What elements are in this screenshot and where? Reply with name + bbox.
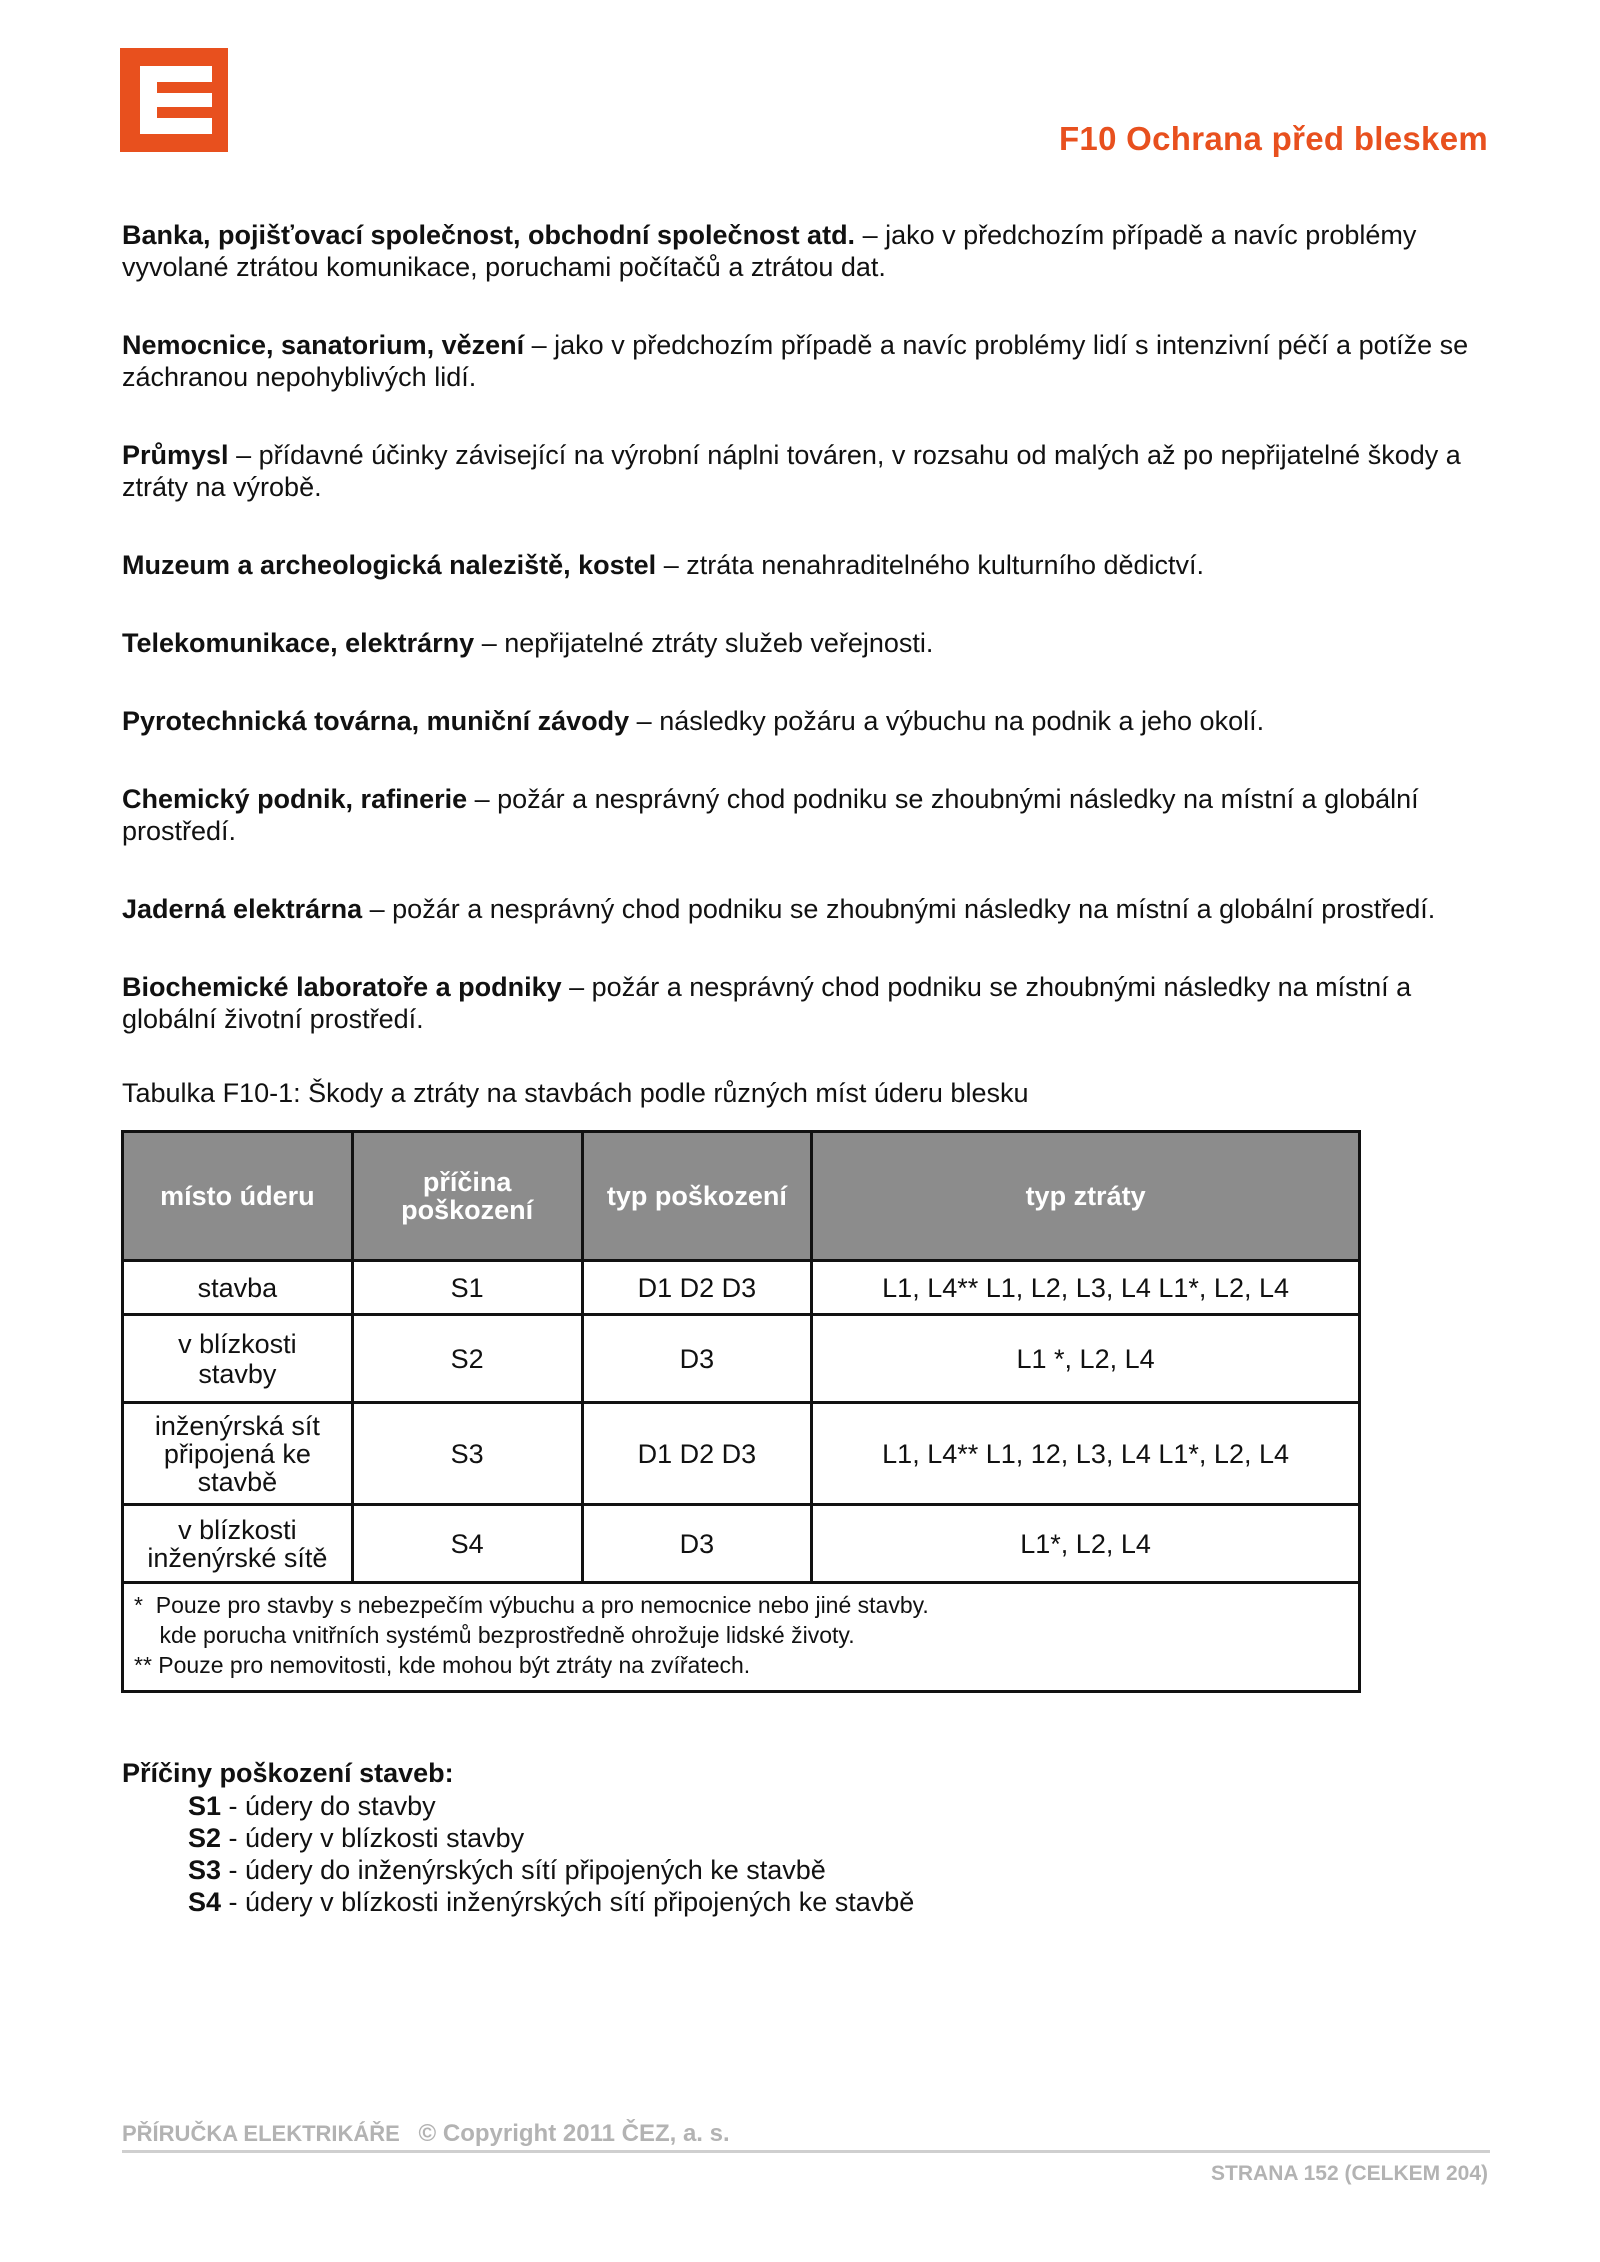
page-number: STRANA 152 (CELKEM 204) xyxy=(1211,2162,1488,2185)
paragraph-nuclear: Jaderná elektrárna – požár a nesprávný chod podniku se zhoubnými následky na místní a globální prostředí. xyxy=(122,894,1436,924)
table-row xyxy=(123,1261,1360,1315)
paragraph-bank: Banka, pojišťovací společnost, obchodní společnost atd. – jako v předchozím případě a navíc problémy vyvolané ztrátou komunikace, poruchami počítačů a ztrátou dat. xyxy=(122,220,1417,282)
cell-cause: S4 xyxy=(352,1505,582,1583)
table-header-row xyxy=(123,1132,1360,1261)
cell-cause: S1 xyxy=(352,1261,582,1315)
list-item: S2 - údery v blízkosti stavby xyxy=(188,1823,525,1853)
paragraph-biochemical: Biochemické laboratoře a podniky – požár a nesprávný chod podniku se zhoubnými následky na místní a globální životní prostředí. xyxy=(122,972,1412,1034)
table-notes-row xyxy=(123,1583,1360,1692)
list-item: S4 - údery v blízkosti inženýrských sítí připojených ke stavbě xyxy=(188,1887,915,1917)
damage-causes xyxy=(122,1757,914,1918)
paragraph-industry: Průmysl – přídavné účinky závisející na výrobní náplni továren, v rozsahu od malých až po nepřijatelné škody a ztráty na výrobě. xyxy=(122,440,1461,502)
copyright-notice: © Copyright 2011 ČEZ, a. s. xyxy=(418,2120,730,2147)
table-notes xyxy=(123,1583,1360,1692)
causes-list xyxy=(122,1790,914,1918)
paragraph-chemical: Chemický podnik, rafinerie – požár a nesprávný chod podniku se zhoubnými následky na místní a globální prostředí. xyxy=(122,784,1419,846)
cell-damage: D1 D2 D3 xyxy=(582,1261,812,1315)
cell-loss: L1, L4** L1, 12, L3, L4 L1*, L2, L4 xyxy=(812,1403,1360,1505)
cell-cause: S3 xyxy=(352,1403,582,1505)
cell-loss: L1, L4** L1, L2, L3, L4 L1*, L2, L4 xyxy=(812,1261,1360,1315)
table-row xyxy=(123,1403,1360,1505)
note-line: kde porucha vnitřních systémů bezprostředně ohrožuje lidské životy. xyxy=(134,1622,855,1648)
cell-loss: L1 *, L2, L4 xyxy=(812,1315,1360,1403)
document-body xyxy=(122,219,1482,1081)
cell-damage: D1 D2 D3 xyxy=(582,1403,812,1505)
paragraph-telecom: Telekomunikace, elektrárny – nepřijatelné ztráty služeb veřejnosti. xyxy=(122,628,934,658)
cell-location: stavba xyxy=(123,1261,353,1315)
table-row xyxy=(123,1315,1360,1403)
footer-publication xyxy=(122,2120,730,2148)
table-row xyxy=(123,1505,1360,1583)
cell-cause: S2 xyxy=(352,1315,582,1403)
page-title: F10 Ochrana před bleskem xyxy=(1058,120,1488,157)
list-item: S1 - údery do stavby xyxy=(188,1791,436,1821)
header-damage-type: typ poškození xyxy=(582,1132,812,1261)
footer-divider xyxy=(122,2150,1490,2153)
publication-name: PŘÍRUČKA ELEKTRIKÁŘE xyxy=(122,2121,400,2146)
damage-table xyxy=(121,1130,1361,1693)
cell-location: v blízkosti stavby xyxy=(123,1315,353,1403)
list-item: S3 - údery do inženýrských sítí připojených ke stavbě xyxy=(188,1855,826,1885)
cell-loss: L1*, L2, L4 xyxy=(812,1505,1360,1583)
table-caption: Tabulka F10-1: Škody a ztráty na stavbách podle různých míst úderu blesku xyxy=(122,1078,1029,1108)
note-line: ** Pouze pro nemovitosti, kde mohou být ztráty na zvířatech. xyxy=(134,1652,751,1678)
paragraph-pyrotechnic: Pyrotechnická továrna, muniční závody – následky požáru a výbuchu na podnik a jeho okolí. xyxy=(122,706,1265,736)
header-damage-cause: příčina poškození xyxy=(352,1132,582,1261)
causes-title: Příčiny poškození staveb: xyxy=(122,1758,454,1788)
note-line: * Pouze pro stavby s nebezpečím výbuchu a pro nemocnice nebo jiné stavby. xyxy=(134,1592,929,1618)
cell-location: inženýrská sít připojená ke stavbě xyxy=(123,1403,353,1505)
cell-damage: D3 xyxy=(582,1315,812,1403)
paragraph-hospital: Nemocnice, sanatorium, vězení – jako v předchozím případě a navíc problémy lidí s intenzivní péčí a potíže se záchranou nepohyblivých lidí. xyxy=(122,330,1469,392)
header-strike-location: místo úderu xyxy=(123,1132,353,1261)
cell-location: v blízkosti inženýrské sítě xyxy=(123,1505,353,1583)
header-loss-type: typ ztráty xyxy=(812,1132,1360,1261)
paragraph-museum: Muzeum a archeologická naleziště, kostel – ztráta nenahraditelného kulturního dědictví. xyxy=(122,550,1205,580)
cell-damage: D3 xyxy=(582,1505,812,1583)
cez-logo xyxy=(120,48,228,152)
